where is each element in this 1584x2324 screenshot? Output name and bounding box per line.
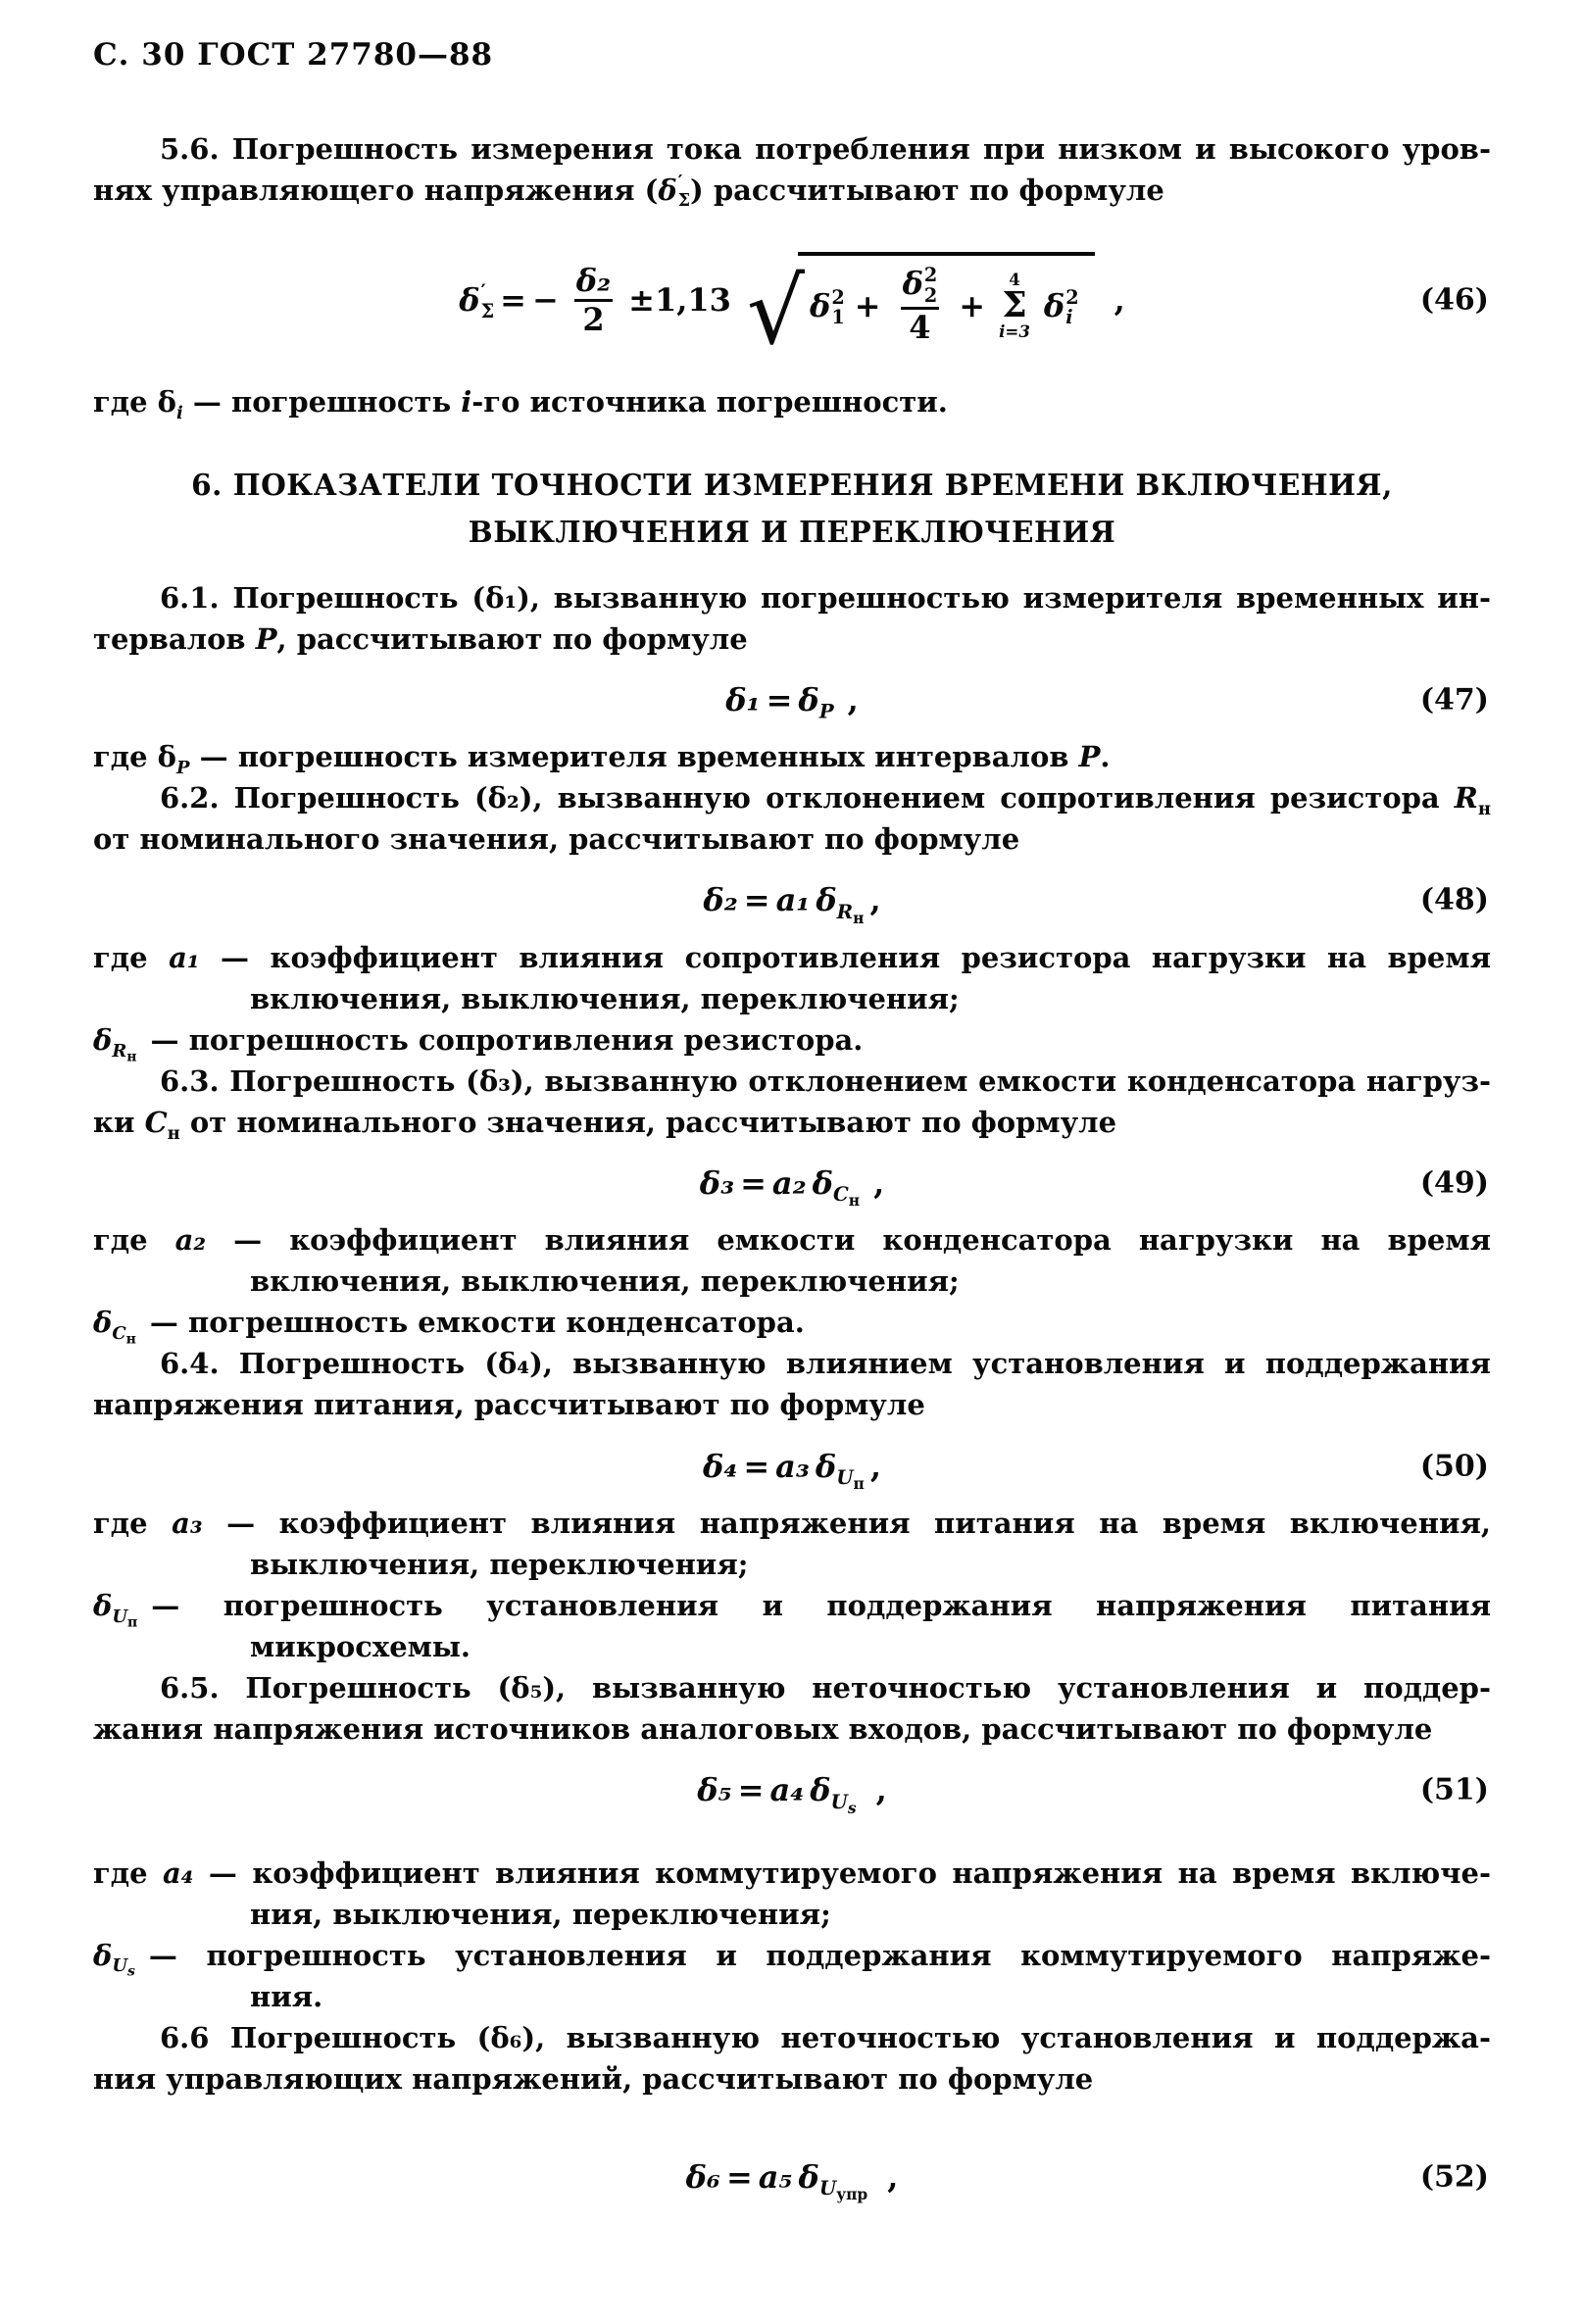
formula-52	[685, 2154, 899, 2204]
formula-48	[703, 877, 881, 927]
symbol-a3: a₃	[172, 1506, 203, 1540]
equation-number-50: (50)	[1419, 1448, 1489, 1483]
subscript-P: P	[176, 757, 190, 778]
text: ки	[93, 1105, 145, 1139]
fraction-numerator: δ₂	[575, 261, 612, 299]
symbol-subsub: s	[847, 1798, 857, 1817]
formula-50	[702, 1444, 882, 1493]
equation-48	[93, 877, 1491, 927]
text-line: жания напряжения источников аналоговых входов, рассчитывают по формуле	[93, 1712, 1433, 1747]
text-line	[93, 381, 1491, 422]
symbol-sup: ′	[677, 173, 683, 193]
text-line: 6.6 Погрешность (δ₆), вызванную неточностью установления и поддержа-	[160, 2020, 1491, 2054]
where-clause-51	[93, 1853, 1491, 2017]
symbol-sub: н	[1477, 798, 1491, 819]
text: где	[93, 1223, 175, 1258]
symbol-sub: U	[818, 2176, 837, 2200]
page-header: С. 30 ГОСТ 27780—88	[93, 37, 494, 73]
delta-Uupr	[798, 2154, 868, 2204]
symbol-sup: 2	[1065, 285, 1079, 309]
italic-P: P	[1078, 740, 1101, 774]
symbol-sub: 1	[831, 306, 845, 329]
text-line	[93, 1102, 1491, 1143]
symbol-base: δ	[812, 1163, 833, 1202]
equals-sign: =	[743, 1447, 770, 1485]
coefficient-a3: a₃	[775, 1447, 810, 1485]
symbol-subsub: п	[127, 1614, 138, 1631]
formula-46	[459, 252, 1125, 366]
text: где	[93, 1855, 163, 1890]
text-line	[93, 618, 1491, 660]
equation-50	[93, 1444, 1491, 1493]
sum-lower-limit: i=3	[999, 321, 1030, 341]
sum-upper-limit: 4	[1009, 270, 1020, 290]
delta-P	[798, 677, 833, 722]
delta-Cn	[812, 1161, 861, 1211]
text: , рассчитывают по формуле	[276, 621, 748, 656]
symbol-sup: 2	[831, 285, 845, 309]
symbol-base: C	[144, 1105, 168, 1139]
text: 6.2. Погрешность (δ₂), вызванную отклонением сопротивления резистора	[160, 781, 1455, 816]
text: где δ	[93, 740, 176, 774]
fraction-delta2sq-over-4	[895, 266, 946, 345]
symbol-base: δ	[93, 1938, 113, 1972]
text: — погрешность измерителя временных интервалов	[189, 740, 1079, 774]
plus-sign: +	[959, 286, 986, 324]
equation-number-52: (52)	[1419, 2159, 1489, 2195]
where-clause-48	[93, 937, 1491, 1065]
text-line: 5.6. Погрешность измерения тока потребления при низком и высокого уров-	[160, 131, 1491, 166]
symbol-sub: i	[1065, 306, 1073, 329]
delta1-squared	[810, 283, 845, 328]
equals-sign: =	[725, 2157, 753, 2196]
text-line: 6.1. Погрешность (δ₁), вызванную погрешностью измерителя временных ин-	[160, 580, 1491, 615]
paragraph-6-3	[93, 1061, 1491, 1143]
symbol-subsub: s	[127, 1964, 135, 1981]
text-line	[93, 777, 1491, 818]
text-line	[93, 1302, 1491, 1348]
text-line	[93, 736, 1491, 777]
symbol-base: δ	[1043, 286, 1065, 324]
text-line	[93, 1853, 1491, 1894]
text-line: 6.4. Погрешность (δ₄), вызванную влиянием установления и поддержания	[160, 1347, 1491, 1381]
square-root	[746, 252, 1095, 366]
paragraph-6-2	[93, 777, 1491, 860]
text-line	[93, 170, 1491, 211]
symbol-subsub: упр	[836, 2185, 868, 2204]
text-line	[93, 1219, 1491, 1261]
symbol-P: P	[255, 621, 277, 656]
symbol-delta-sigma-prime	[658, 173, 690, 211]
delta-1: δ₁	[725, 680, 761, 718]
symbol-a1: a₁	[169, 940, 200, 974]
summation	[999, 272, 1030, 339]
minus-sign: −	[531, 280, 559, 319]
text-line	[93, 1935, 1491, 1981]
text-line: 6.3. Погрешность (δ₃), вызванную отклонением емкости конденсатора нагруз-	[160, 1063, 1491, 1098]
symbol-base: R	[1454, 781, 1478, 816]
heading-line: 6. ПОКАЗАТЕЛИ ТОЧНОСТИ ИЗМЕРЕНИЯ ВРЕМЕНИ ВКЛЮЧЕНИЯ,	[191, 468, 1393, 503]
text: нях управляющего напряжения (	[93, 173, 659, 207]
text: — коэффициент влияния емкости конденсатора нагрузки на время	[206, 1223, 1491, 1258]
text-line	[93, 1019, 1491, 1065]
comma: ,	[869, 881, 881, 919]
text-line: ния управляющих напряжений, рассчитывают по формуле	[93, 2061, 1094, 2096]
delta-3: δ₃	[699, 1163, 735, 1202]
symbol-sub: Σ	[677, 190, 690, 211]
symbol-base: δ	[798, 2157, 819, 2196]
text-line	[93, 1585, 1491, 1631]
text-line: микросхемы.	[250, 1630, 471, 1664]
comma: ,	[1114, 280, 1125, 319]
text: от номинального значения, рассчитывают по формуле	[179, 1105, 1117, 1139]
text-line: выключения, переключения;	[250, 1547, 749, 1581]
comma: ,	[873, 1163, 885, 1202]
symbol-base: δ	[93, 1306, 113, 1340]
symbol-base: δ	[658, 173, 677, 207]
paragraph-6-6	[93, 2017, 1491, 2100]
symbol-C-n	[144, 1105, 180, 1144]
subscript-i: i	[176, 402, 183, 423]
delta-Rn	[816, 877, 865, 927]
coefficient-a4: a₄	[769, 1771, 805, 1809]
equation-49	[93, 1161, 1491, 1211]
delta-4: δ₄	[702, 1447, 738, 1485]
equation-number-47: (47)	[1419, 682, 1489, 717]
coefficient-a1: a₁	[775, 881, 811, 919]
radicand	[798, 252, 1095, 347]
text-line	[93, 937, 1491, 978]
symbol-sub: 2	[923, 284, 938, 308]
equation-46	[93, 236, 1491, 364]
symbol-base: δ	[902, 265, 923, 303]
text: — погрешность емкости конденсатора.	[149, 1306, 805, 1340]
formula-47	[725, 677, 859, 722]
paragraph-6-5	[93, 1667, 1491, 1750]
symbol-base: δ	[810, 286, 831, 324]
symbol-sub: R	[836, 899, 854, 923]
equation-number-49: (49)	[1419, 1165, 1489, 1201]
symbol-subsub: п	[853, 1473, 865, 1493]
delta-6: δ₆	[685, 2157, 720, 2196]
symbol-R-n	[1454, 781, 1491, 819]
text-line	[93, 1503, 1491, 1544]
formula-49	[699, 1161, 885, 1211]
symbol-a4: a₄	[163, 1855, 194, 1890]
equals-sign: =	[500, 280, 526, 319]
text-line: напряжения питания, рассчитывают по формуле	[93, 1388, 925, 1422]
paragraph-6-1	[93, 577, 1491, 660]
fraction-delta2-over-2	[569, 263, 619, 338]
text-line: включения, выключения, переключения;	[250, 981, 960, 1015]
equation-number-51: (51)	[1419, 1772, 1489, 1807]
text: — погрешность установления и поддержания напряжения питания	[151, 1589, 1491, 1622]
symbol-subsub: н	[126, 1049, 137, 1065]
delta-2: δ₂	[703, 881, 738, 919]
symbol-sub: U	[830, 1789, 848, 1813]
symbol-delta-Us	[93, 1935, 135, 1981]
equation-52	[93, 2154, 1491, 2204]
section-6-heading	[152, 462, 1432, 556]
text: — погрешность установления и поддержания коммутируемого напряже-	[148, 1938, 1491, 1972]
comma: ,	[875, 1771, 887, 1809]
symbol-sub: U	[836, 1464, 854, 1489]
coefficient-a2: a₂	[771, 1163, 807, 1202]
where-clause-46	[93, 381, 1491, 422]
text: где δ	[93, 385, 176, 420]
text: — погрешность	[182, 385, 462, 420]
delta-sigma-prime	[459, 277, 494, 322]
where-clause-49	[93, 1219, 1491, 1348]
symbol-sub: U	[112, 1606, 128, 1627]
text: -го источника погрешности.	[471, 385, 948, 420]
fraction-denominator: 2	[574, 299, 612, 338]
equation-47	[93, 677, 1491, 722]
symbol-base: δ	[459, 280, 480, 319]
text-line: от номинального значения, рассчитывают по формуле	[93, 822, 1020, 857]
comma: ,	[887, 2157, 899, 2196]
text: где	[93, 1506, 173, 1540]
text-line: 6.5. Погрешность (δ₅), вызванную неточностью установления и поддер-	[160, 1671, 1491, 1706]
symbol-sub: C	[833, 1182, 849, 1207]
heading-line: ВЫКЛЮЧЕНИЯ И ПЕРЕКЛЮЧЕНИЯ	[468, 514, 1116, 549]
symbol-sub: R	[112, 1040, 127, 1062]
equals-sign: =	[766, 680, 793, 718]
comma: ,	[869, 1447, 882, 1485]
symbol-base: δ	[816, 881, 837, 919]
equation-number-46: (46)	[1419, 282, 1489, 318]
symbol-subsub: н	[853, 908, 865, 927]
text: ) рассчитывают по формуле	[690, 173, 1164, 207]
fraction-numerator	[895, 266, 946, 306]
symbol-subsub: н	[848, 1191, 861, 1211]
equals-sign: =	[743, 881, 770, 919]
symbol-delta-Cn	[93, 1302, 136, 1348]
delta-Us	[810, 1767, 857, 1817]
text: — коэффициент влияния сопротивления резистора нагрузки на время	[199, 940, 1491, 974]
symbol-base: δ	[93, 1022, 113, 1057]
formula-51	[697, 1767, 887, 1817]
text-line: включения, выключения, переключения;	[250, 1264, 960, 1299]
symbol-base: δ	[810, 1771, 831, 1809]
fraction-denominator: 4	[901, 307, 938, 346]
text: тервалов	[93, 621, 256, 656]
symbol-base: δ	[93, 1589, 113, 1622]
paragraph-6-4	[93, 1343, 1491, 1425]
symbol-subsub: н	[125, 1331, 136, 1348]
symbol-sub: U	[112, 1955, 128, 1977]
text-line: ния, выключения, переключения;	[250, 1897, 831, 1931]
radical-sign: √	[746, 259, 806, 366]
symbol-sub: н	[167, 1122, 180, 1144]
delta-i-squared	[1044, 283, 1079, 328]
paragraph-5-6	[93, 128, 1491, 211]
text: где	[93, 940, 170, 974]
equation-51	[93, 1767, 1491, 1817]
text: — коэффициент влияния напряжения питания на время включения,	[202, 1506, 1491, 1540]
symbol-sub: C	[112, 1323, 126, 1345]
equals-sign: =	[740, 1163, 767, 1202]
symbol-sup: ′	[480, 279, 486, 303]
symbol-sup: 2	[923, 264, 938, 287]
symbol-delta-Up	[93, 1585, 138, 1631]
coefficient-a5: a₅	[758, 2157, 793, 2196]
where-clause-47	[93, 736, 1491, 777]
delta-Up	[815, 1444, 865, 1493]
delta-5: δ₅	[697, 1771, 732, 1809]
symbol-sub: P	[818, 699, 834, 723]
text: — коэффициент влияния коммутируемого напряжения на время включе-	[193, 1855, 1491, 1890]
text: — погрешность сопротивления резистора.	[150, 1022, 864, 1057]
equals-sign: =	[737, 1771, 765, 1809]
symbol-delta-Rn	[93, 1019, 137, 1065]
symbol-a2: a₂	[174, 1223, 207, 1258]
text: .	[1100, 740, 1111, 774]
symbol-base: δ	[815, 1447, 837, 1485]
comma: ,	[847, 680, 859, 718]
italic-i: i	[461, 385, 472, 420]
symbol-sub: Σ	[480, 300, 495, 323]
equation-number-48: (48)	[1419, 882, 1489, 917]
plus-sign: +	[854, 286, 881, 324]
text-line: ния.	[250, 1979, 323, 2013]
plus-minus-coefficient: ±1,13	[628, 280, 731, 319]
symbol-base: δ	[798, 680, 819, 718]
sigma-symbol: Σ	[1002, 284, 1027, 326]
where-clause-50	[93, 1503, 1491, 1667]
